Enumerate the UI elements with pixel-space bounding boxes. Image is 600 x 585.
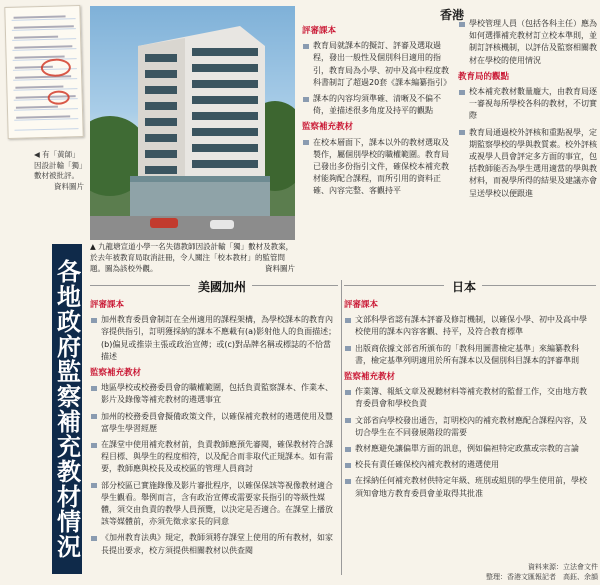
- editor-line: 整理：香港文匯報記者 高鈺、余韻: [486, 573, 598, 581]
- list-item: 部分校區已實施錄像及影片審批程序，以確保保該等視像教材適合學生觀看。舉例而言，含有政治宣傳或需要家長指引的等級性媒體，須交由負責的教學人員預覽，以決定是否適合。在課堂上播放該等媒體前，亦須先徵求家長的同意: [90, 480, 338, 529]
- caption-arrow-icon: ▲: [90, 242, 96, 251]
- us-review-list: [90, 314, 338, 363]
- notebook-credit: 資料圖片: [54, 181, 84, 191]
- left-column: [0, 0, 84, 585]
- hk-supp-list-cont: [458, 18, 600, 67]
- hk-role-list: [458, 86, 600, 200]
- us-supp-heading: 監察補充教材: [90, 368, 142, 379]
- notebook-photo: [4, 5, 83, 139]
- divider: [90, 285, 190, 286]
- list-item: 《加州教育法典》規定，教師須將存課堂上使用的所有教材，如家長提出要求，校方須提供相關教材以供查閱: [90, 532, 338, 556]
- list-item: 在課堂中使用補充教材前，負責教師應預先審閱，確保教材符合課程目標、與學生的程度相符，以及配合而非取代正規課本。如有需要，教師應與校長及或校區的管理人員商討: [90, 439, 338, 476]
- hk-title: 香港: [440, 8, 465, 22]
- list-item: 文部科學省認有課本評審及修訂機制，以確保小學、初中及高中學校使用的課本內容客觀、持平，及符合教育標準: [344, 314, 594, 338]
- jp-review-heading: 評審課本: [344, 300, 379, 310]
- jp-supp-list: [344, 386, 594, 500]
- jp-review-list: [344, 314, 594, 367]
- list-item: 文部省向學校發出通告，訂明校內的補充教材應配合課程內容，及切合學生在不同發展階段的需要: [344, 415, 594, 439]
- jp-column: [344, 296, 594, 504]
- school-building-photo: [90, 6, 295, 240]
- hk-review-heading: 評審課本: [302, 26, 337, 36]
- us-title: 美國加州: [198, 280, 247, 294]
- source-line: 資料來源：立法會文件: [528, 563, 598, 571]
- source-credit: [440, 562, 598, 582]
- us-review-heading: 評審課本: [90, 300, 125, 310]
- divider: [341, 280, 342, 575]
- headline: 各地政府監察補充教材情況: [52, 244, 82, 574]
- hk-supp-heading: 監察補充教材: [302, 122, 354, 133]
- divider: [252, 285, 338, 286]
- list-item: 作業簿、報紙文章及視聽材料等補充教材的監督工作，交由地方教育委員會和學校負責: [344, 386, 594, 410]
- list-item: 教育局通過校外評核和重點視學，定期監察學校的學與教質素。校外評核或視學人員會評定多方面的事宜，包括教師能否為學生選用適當的學與教材料，而視學所得的結果及建議亦會呈送學校以便跟進: [458, 127, 600, 200]
- list-item: 在校本層面下，課本以外的教材選取及製作，屬個別學校的職權範圍。教育局已發出多份指引文件，確保校本補充教材能夠配合課程，而所引用的資料正確、內容完整、客觀持平: [302, 137, 452, 198]
- us-supp-list: [90, 382, 338, 557]
- list-item: 在採納任何補充教材供特定年級、班別或組別的學生使用前，學校須知會地方教育委員會並取得其批准: [344, 475, 594, 499]
- jp-supp-heading: 監察補充教材: [344, 372, 396, 383]
- hk-supp-list: [302, 137, 452, 198]
- list-item: 教材應避免讓偏單方面的訊息，例如偏袒特定政黨或宗教的言論: [344, 443, 594, 455]
- divider: [344, 285, 444, 286]
- list-item: 教育局就課本的擬訂、評審及選取過程，發出一般性及個別科目適用的指引，教育局為小學、初中及高中程度教科書制訂了超過20套《課本編纂指引》: [302, 40, 452, 89]
- caption-arrow-icon: ◀: [34, 150, 40, 159]
- jp-title: 日本: [452, 280, 477, 294]
- list-item: 校本補充教材數量龐大，由教育局逐一審視每所學校各科的教材，不切實際: [458, 86, 600, 123]
- hk-column-2: [458, 18, 600, 204]
- hk-role-heading: 教育局的觀點: [458, 71, 510, 82]
- hk-column-1: [302, 22, 452, 202]
- list-item: 加州的校務委員會擬備政策文件，以確保補充教材的遴選使用及豐富學生學習經歷: [90, 411, 338, 435]
- list-item: 出版商依據文部省所頒布的「教科用圖書檢定基準」來編纂教科書，檢定基準列明適用於所有課本以及個別科目課本的評審準則: [344, 343, 594, 367]
- list-item: 課本的內容均須準確、清晰及不偏不倚，並描述很多角度及持平的觀點: [302, 93, 452, 117]
- list-item: 加州教育委員會制訂在全州適用的課程架構，為學校課本的教育內容提供指引，訂明獲採納的課本不應載有(a)影射他人的負面描述；(b)偏見或推崇主張或政治宣傳；或(c)對品牌名稱或標誌的不恰當描述: [90, 314, 338, 363]
- us-column: [90, 296, 338, 561]
- photo-caption: ▲ 九龍塘宣道小學一名失德教師因設計輸「獨」數材及教案，於去年被教育局取消註冊，令人關注「校本教材」的監管問題。圖為該校外觀。 資料圖片: [90, 242, 295, 273]
- notebook-caption: ◀ 有「黃師」因設計輸「獨」數材被批評。 資料圖片: [34, 150, 84, 191]
- list-item: 校長有責任確保校內補充教材的遴選使用: [344, 459, 594, 471]
- divider: [482, 285, 596, 286]
- photo-credit: 資料圖片: [265, 264, 295, 273]
- hk-review-list: [302, 40, 452, 117]
- list-item: 地區學校或校務委員會的職權範圍，包括負責監察課本、作業本、影片及錄像等補充教材的遴選事宜: [90, 382, 338, 406]
- list-item: 學校管理人員（包括各科主任）應為如何選擇補充教材訂立校本準則，並制訂評核機制，以評估及監察相關教材在學校的使用情況: [458, 18, 600, 67]
